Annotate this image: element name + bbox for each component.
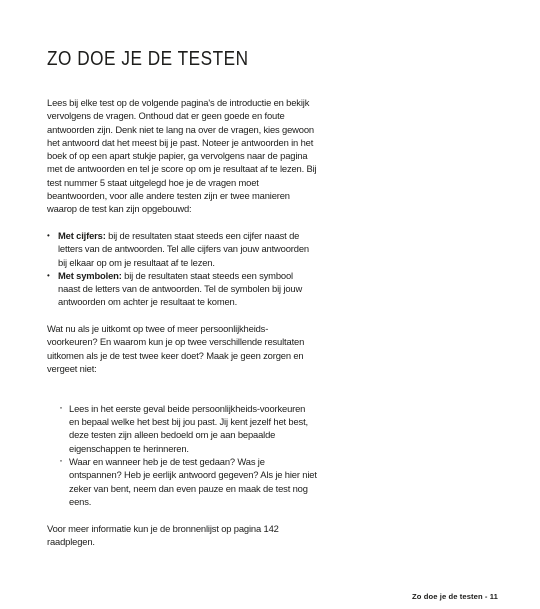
tips-list xyxy=(47,402,317,508)
question-paragraph: Wat nu als je uitkomt op twee of meer persoonlijkheids-voorkeuren? En waarom kun je op twee verschillende resultaten uitkomen als je de test twee keer doet? Maak je geen zorgen en vergeet niet: xyxy=(47,323,305,374)
method-label: Met cijfers: xyxy=(58,229,106,241)
page-footer: Zo doe je de testen - 11 xyxy=(412,592,498,601)
intro-paragraph: Lees bij elke test op de volgende pagina's de introductie en bekijk vervolgens de vragen. Onthoud dat er geen goede en foute antwoorden zijn. Denk niet te lang na over de vragen, kies gewoon het antwoord dat het meest bij je past. Noteer je antwoorden in het boek of op een apart stukje papier, ga vervolgens naar de pagina met de antwoorden en tel je score op om je resultaat af te lezen. Bij test nummer 5 staat uitgelegd hoe je de vragen moet beantwoorden, voor alle andere testen zijn er twee manieren waarop de test kan zijn opgebouwd: xyxy=(47,97,317,215)
list-item: · Lees in het eerste geval beide persoonlijkheids-voorkeuren en bepaal welke het best bij jou past. Jij kent jezelf het best, deze testen zijn alleen bedoeld om je aan bepaalde eigenschappen te herinneren. xyxy=(56,402,317,455)
method-text: bij de resultaten staat steeds een symbool naast de letters van de antwoorden. Tel de symbolen bij jouw antwoorden om achter je resultaat te komen. xyxy=(58,269,303,308)
method-label: Met symbolen: xyxy=(58,269,122,281)
list-item: · Waar en wanneer heb je de test gedaan? Was je ontspannen? Heb je eerlijk antwoord gegeven? Als je hier niet zeker van bent, neem dan even pauze en maak de test nog eens. xyxy=(56,455,317,508)
body-text xyxy=(47,96,317,548)
page-title: ZO DOE JE DE TESTEN xyxy=(47,48,249,70)
closing-paragraph: Voor meer informatie kun je de bronnenlijst op pagina 142 raadplegen. xyxy=(47,522,279,547)
list-item xyxy=(47,269,317,309)
method-text: bij de resultaten staat steeds een cijfer naast de letters van de antwoorden. Tel alle cijfers van jouw antwoorden bij elkaar op om je resultaat af te lezen. xyxy=(58,229,309,268)
list-item xyxy=(47,229,317,269)
methods-list xyxy=(47,229,317,309)
